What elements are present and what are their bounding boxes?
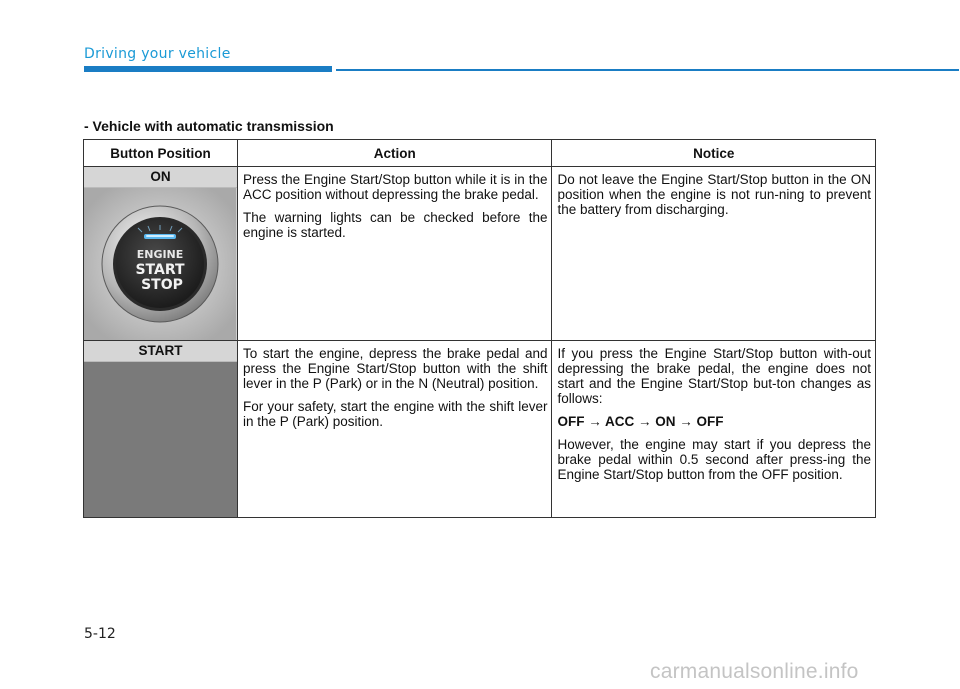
position-label: ON (84, 167, 237, 188)
column-header-notice: Notice (552, 140, 876, 167)
button-position-table (83, 139, 876, 518)
notice-paragraph: However, the engine may start if you depress the brake pedal within 0.5 second after press-ing the Engine Start/Stop button from the OFF position. (557, 437, 871, 482)
page-number: 5-12 (84, 626, 116, 642)
column-header-action: Action (237, 140, 552, 167)
watermark-text: carmanualsonline.info (650, 660, 859, 683)
engine-start-stop-button-image (84, 188, 237, 340)
button-text-stop: STOP (141, 277, 184, 293)
notice-paragraph: Do not leave the Engine Start/Stop button in the ON position when the engine is not run-ning to prevent the battery from discharging. (557, 172, 871, 217)
section-title: Driving your vehicle (84, 46, 231, 62)
action-paragraph: The warning lights can be checked before the engine is started. (242, 210, 548, 240)
action-paragraph: For your safety, start the engine with the shift lever in the P (Park) position. (242, 399, 548, 429)
action-paragraph: Press the Engine Start/Stop button while it is in the ACC position without depressing the brake pedal. (242, 172, 548, 202)
notice-paragraph: If you press the Engine Start/Stop button with-out depressing the brake pedal, the engine does not start and the Engine Start/Stop but-ton changes as follows: (557, 346, 871, 406)
header-rule-thin (336, 69, 959, 71)
notice-cell-start (552, 341, 876, 518)
table-row-start (84, 341, 876, 518)
section-heading: - Vehicle with automatic transmission (84, 118, 334, 134)
state-sequence: OFF → ACC → ON → OFF (557, 414, 724, 429)
engine-start-stop-button-icon (84, 188, 236, 340)
notice-cell-on (552, 167, 876, 341)
action-cell-start (237, 341, 552, 518)
position-label: START (84, 341, 237, 362)
table-header-row (84, 140, 876, 167)
table-row-on (84, 167, 876, 341)
action-cell-on (237, 167, 552, 341)
header-rule-thick (84, 66, 332, 72)
position-cell-start (84, 341, 238, 518)
column-header-position: Button Position (84, 140, 238, 167)
position-cell-on (84, 167, 238, 341)
action-paragraph: To start the engine, depress the brake pedal and press the Engine Start/Stop button with the shift lever in the P (Park) or in the N (Neutral) position. (242, 346, 548, 391)
button-text-engine: ENGINE (137, 248, 184, 261)
button-text-start: START (135, 262, 186, 278)
